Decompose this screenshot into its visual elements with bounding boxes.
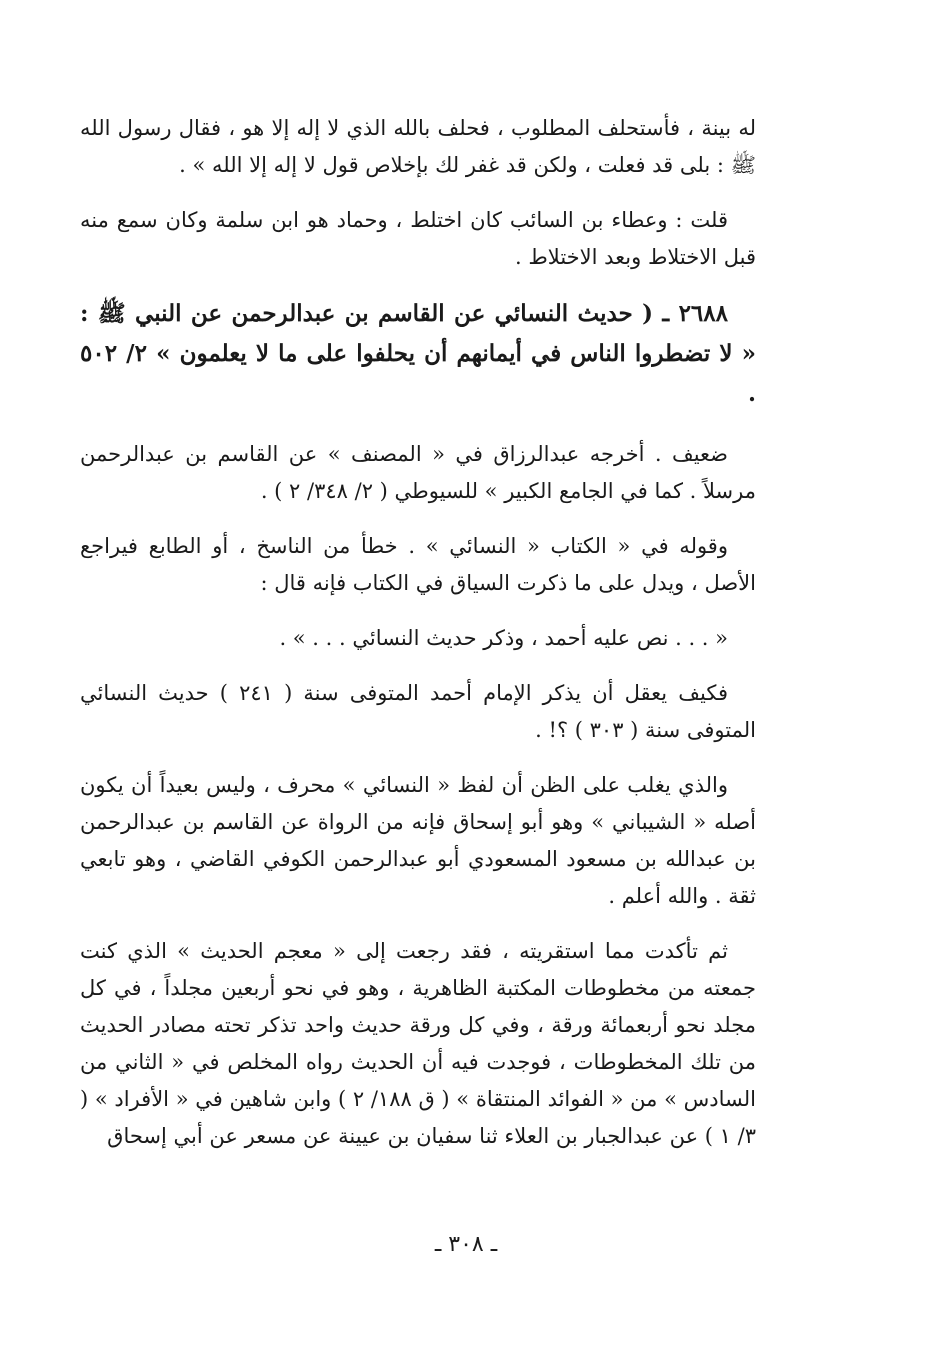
paragraph-quote: « . . . نص عليه أحمد ، وذكر حديث النسائي . . . » .	[279, 626, 728, 650]
paragraph-correction: وقوله في « الكتاب « النسائي » . خطأ من الناسخ ، أو الطابع فيراجع الأصل ، ويدل على ما ذكرت السياق في الكتاب فإنه قال :	[80, 534, 756, 595]
page-body	[80, 110, 756, 1155]
paragraph-note: قلت : وعطاء بن السائب كان اختلط ، وحماد هو ابن سلمة وكان سمع منه قبل الاختلاط وبعد الاختلاط .	[80, 208, 756, 269]
paragraph-grading: ضعيف . أخرجه عبدالرزاق في « المصنف » عن القاسم بن عبدالرحمن مرسلاً . كما في الجامع الكبير » للسيوطي ( ٢/ ٣٤٨/ ٢ ) .	[80, 442, 756, 503]
paragraph-opinion: والذي يغلب على الظن أن لفظ « النسائي » محرف ، وليس بعيداً أن يكون أصله « الشيباني » وهو أبو إسحاق فإنه من الرواة عن القاسم بن عبدالرحمن بن عبدالله بن مسعود المسعودي أبو عبدالرحمن الكوفي القاضي ، وهو تابعي ثقة . والله أعلم .	[80, 773, 756, 908]
paragraph-continuation: له بينة ، فأستحلف المطلوب ، فحلف بالله الذي لا إله إلا هو ، فقال رسول الله ﷺ : بلى قد فعلت ، ولكن قد غفر لك بإخلاص قول لا إله إلا الله » .	[80, 116, 756, 177]
paragraph-question: فكيف يعقل أن يذكر الإمام أحمد المتوفى سنة ( ٢٤١ ) حديث النسائي المتوفى سنة ( ٣٠٣ ) ؟! .	[80, 681, 756, 742]
hadith-heading-2688: ٢٦٨٨ ـ ( حديث النسائي عن القاسم بن عبدالرحمن عن النبي ﷺ : « لا تضطروا الناس في أيمانهم أن يحلفوا على ما لا يعلمون » ٢/ ٥٠٢ .	[80, 300, 756, 407]
page-number: ـ ٣٠٨ ـ	[434, 1232, 498, 1257]
paragraph-confirmation: ثم تأكدت مما استقريته ، فقد رجعت إلى « معجم الحديث » الذي كنت جمعته من مخطوطات المكتبة الظاهرية ، وهو في نحو أربعين مجلداً ، في كل مجلد نحو أربعمائة ورقة ، وفي كل ورقة حديث واحد تذكر تحته مصادر الحديث من تلك المخطوطات ، فوجدت فيه أن الحديث رواه المخلص في « الثاني من السادس » من « الفوائد المنتقاة » ( ق ١٨٨/ ٢ ) وابن شاهين في « الأفراد » ( ٣/ ١ ) عن عبدالجبار بن العلاء ثنا سفيان بن عيينة عن مسعر عن أبي إسحاق	[80, 939, 756, 1148]
